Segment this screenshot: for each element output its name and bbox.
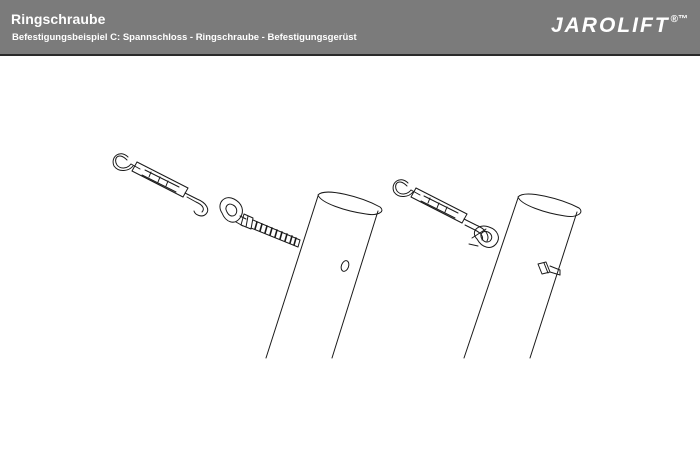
post-left-icon xyxy=(266,192,382,358)
page-subtitle: Befestigungsbeispiel C: Spannschloss - Ringschraube - Befestigungsgerüst xyxy=(12,32,357,43)
ring-screw-icon xyxy=(220,198,300,247)
brand-trademark: ®™ xyxy=(670,14,688,25)
post-right-icon xyxy=(464,194,581,358)
page-title: Ringschraube xyxy=(11,11,106,27)
turnbuckle-left-icon xyxy=(113,154,208,216)
turnbuckle-right-icon xyxy=(393,180,488,241)
brand-name: JAROLIFT xyxy=(550,14,670,37)
